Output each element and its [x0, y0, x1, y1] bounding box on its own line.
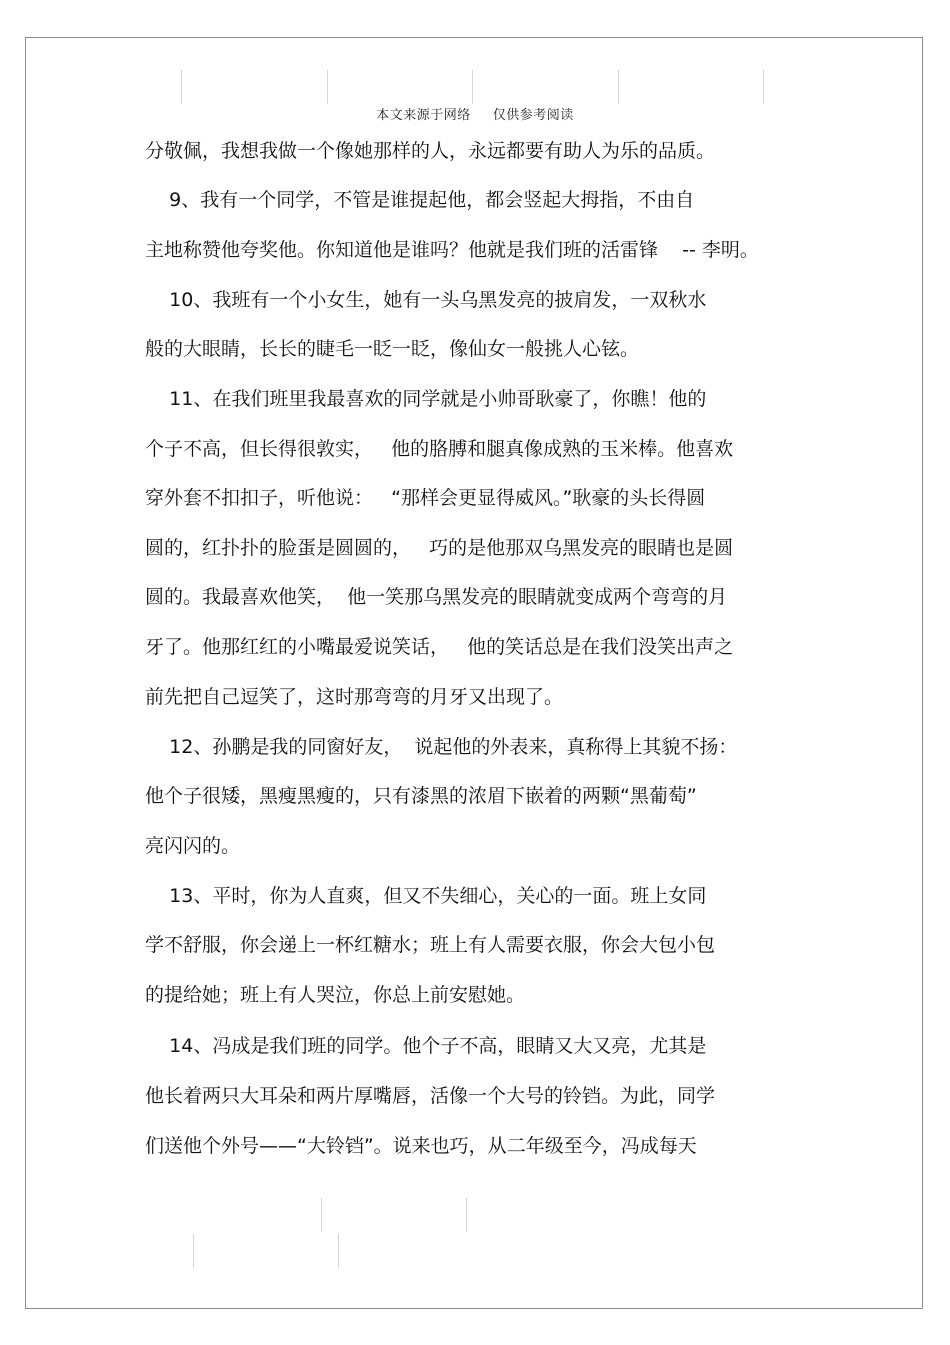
- body-line: 的提给她；班上有人哭泣，你总上前安慰她。: [145, 984, 526, 1006]
- body-line: 个子不高，但长得很敦实， 他的胳膊和腿真像成熟的玉米棒。他喜欢: [145, 438, 734, 460]
- body-line: 圆的，红扑扑的脸蛋是圆圆的， 巧的是他那双乌黑发亮的眼睛也是圆: [145, 537, 734, 559]
- body-line: 12、孙鹏是我的同窗好友， 说起他的外表来，真称得上其貌不扬：: [145, 736, 738, 758]
- header-note: [0, 104, 950, 123]
- body-line: 13、平时，你为人直爽，但又不失细心，关心的一面。班上女同: [145, 885, 707, 907]
- body-line: 14、冯成是我们班的同学。他个子不高，眼睛又大又亮，尤其是: [145, 1035, 707, 1057]
- body-line: 10、我班有一个小女生，她有一头乌黑发亮的披肩发，一双秋水: [145, 289, 707, 311]
- header-note-source: 本文来源于网络: [376, 108, 471, 123]
- scan-line: [618, 70, 619, 104]
- scan-line: [466, 1198, 467, 1232]
- body-line: 9、我有一个同学，不管是谁提起他，都会竖起大拇指，不由自: [145, 189, 695, 211]
- body-line: 们送他个外号——“大铃铛”。说来也巧，从二年级至今，冯成每天: [145, 1135, 697, 1157]
- body-line: 般的大眼睛，长长的睫毛一眨一眨，像仙女一般挑人心铉。: [145, 338, 640, 360]
- body-line: 主地称赞他夸奖他。你知道他是谁吗？他就是我们班的活雷锋 -- 李明。: [145, 239, 759, 261]
- scan-line: [763, 70, 764, 104]
- body-line: 牙了。他那红红的小嘴最爱说笑话， 他的笑话总是在我们没笑出声之: [145, 636, 734, 658]
- body-line: 前先把自己逗笑了，这时那弯弯的月牙又出现了。: [145, 686, 564, 708]
- body-line: 分敬佩，我想我做一个像她那样的人，永远都要有助人为乐的品质。: [145, 140, 716, 162]
- body-line: 学不舒服，你会递上一杯红糖水；班上有人需要衣服，你会大包小包: [145, 934, 716, 956]
- scan-line: [193, 1234, 194, 1268]
- scan-line: [181, 70, 182, 104]
- body-line: 圆的。我最喜欢他笑， 他一笑那乌黑发亮的眼睛就变成两个弯弯的月: [145, 586, 728, 608]
- body-line: 他个子很矮，黑瘦黑瘦的，只有漆黑的浓眉下嵌着的两颗“黑葡萄”: [145, 785, 697, 807]
- header-note-reference: 仅供参考阅读: [492, 108, 574, 123]
- scan-line: [472, 70, 473, 104]
- body-line: 他长着两只大耳朵和两片厚嘴唇，活像一个大号的铃铛。为此，同学: [145, 1085, 716, 1107]
- scan-line: [327, 70, 328, 104]
- scan-line: [338, 1234, 339, 1268]
- body-line: 11、在我们班里我最喜欢的同学就是小帅哥耿豪了，你瞧！他的: [145, 388, 707, 410]
- scan-line: [321, 1198, 322, 1232]
- page-frame: [25, 37, 923, 1309]
- body-line: 亮闪闪的。: [145, 835, 241, 857]
- body-line: 穿外套不扣扣子，听他说： “那样会更显得威风。”耿豪的头长得圆: [145, 487, 706, 509]
